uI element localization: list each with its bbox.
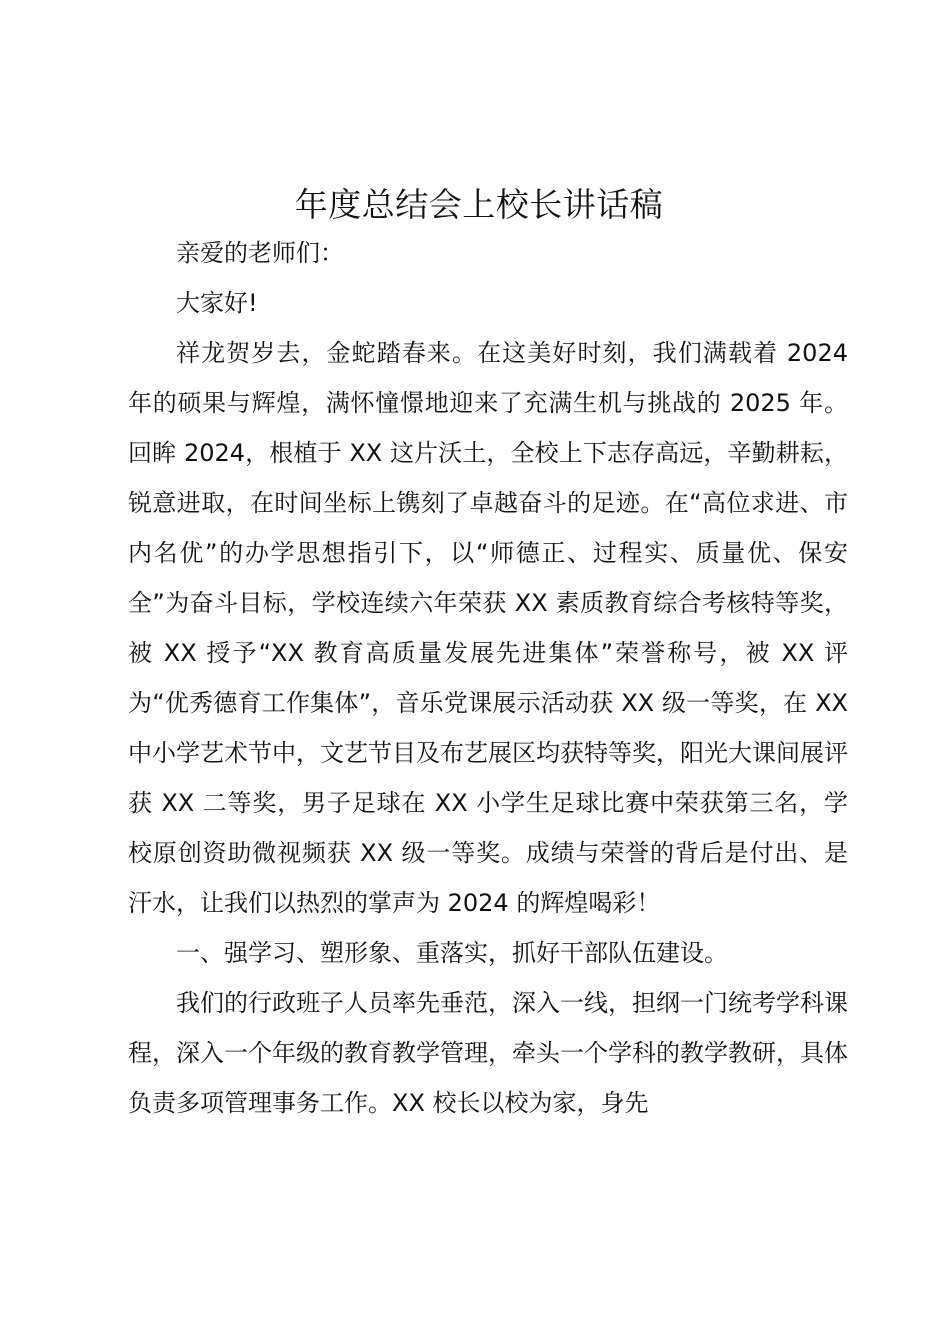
document-body	[128, 228, 848, 1128]
greeting: 大家好!	[176, 289, 258, 317]
salutation: 亲爱的老师们：	[176, 239, 344, 267]
section-heading: 一、强学习、塑形象、重落实，抓好干部队伍建设。	[176, 939, 728, 967]
body-paragraph: 祥龙贺岁去，金蛇踏春来。在这美好时刻，我们满载着 2024 年的硕果与辉煌，满怀憧憬地迎来了充满生机与挑战的 2025 年。回眸 2024，根植于 XX 这片沃土，全校上下志存高远，辛勤耕耘，锐意进取，在时间坐标上镌刻了卓越奋斗的足迹。在“高位求进、市内名优”的办学思想指引下，以“师德正、过程实、质量优、保安全”为奋斗目标，学校连续六年荣获 XX 素质教育综合考核特等奖，被 XX 授予“XX 教育高质量发展先进集体”荣誉称号，被 XX 评为“优秀德育工作集体”，音乐党课展示活动获 XX 级一等奖，在 XX 中小学艺术节中，文艺节目及布艺展区均获特等奖，阳光大课间展评获 XX 二等奖，男子足球在 XX 小学生足球比赛中荣获第三名，学校原创资助微视频获 XX 级一等奖。成绩与荣誉的背后是付出、是汗水，让我们以热烈的掌声为 2024 的辉煌喝彩！	[128, 339, 848, 917]
body-paragraph: 我们的行政班子人员率先垂范，深入一线，担纲一门统考学科课程，深入一个年级的教育教学管理，牵头一个学科的教学教研，具体负责多项管理事务工作。XX 校长以校为家，身先	[128, 989, 848, 1117]
document-title: 年度总结会上校长讲话稿	[294, 185, 664, 224]
